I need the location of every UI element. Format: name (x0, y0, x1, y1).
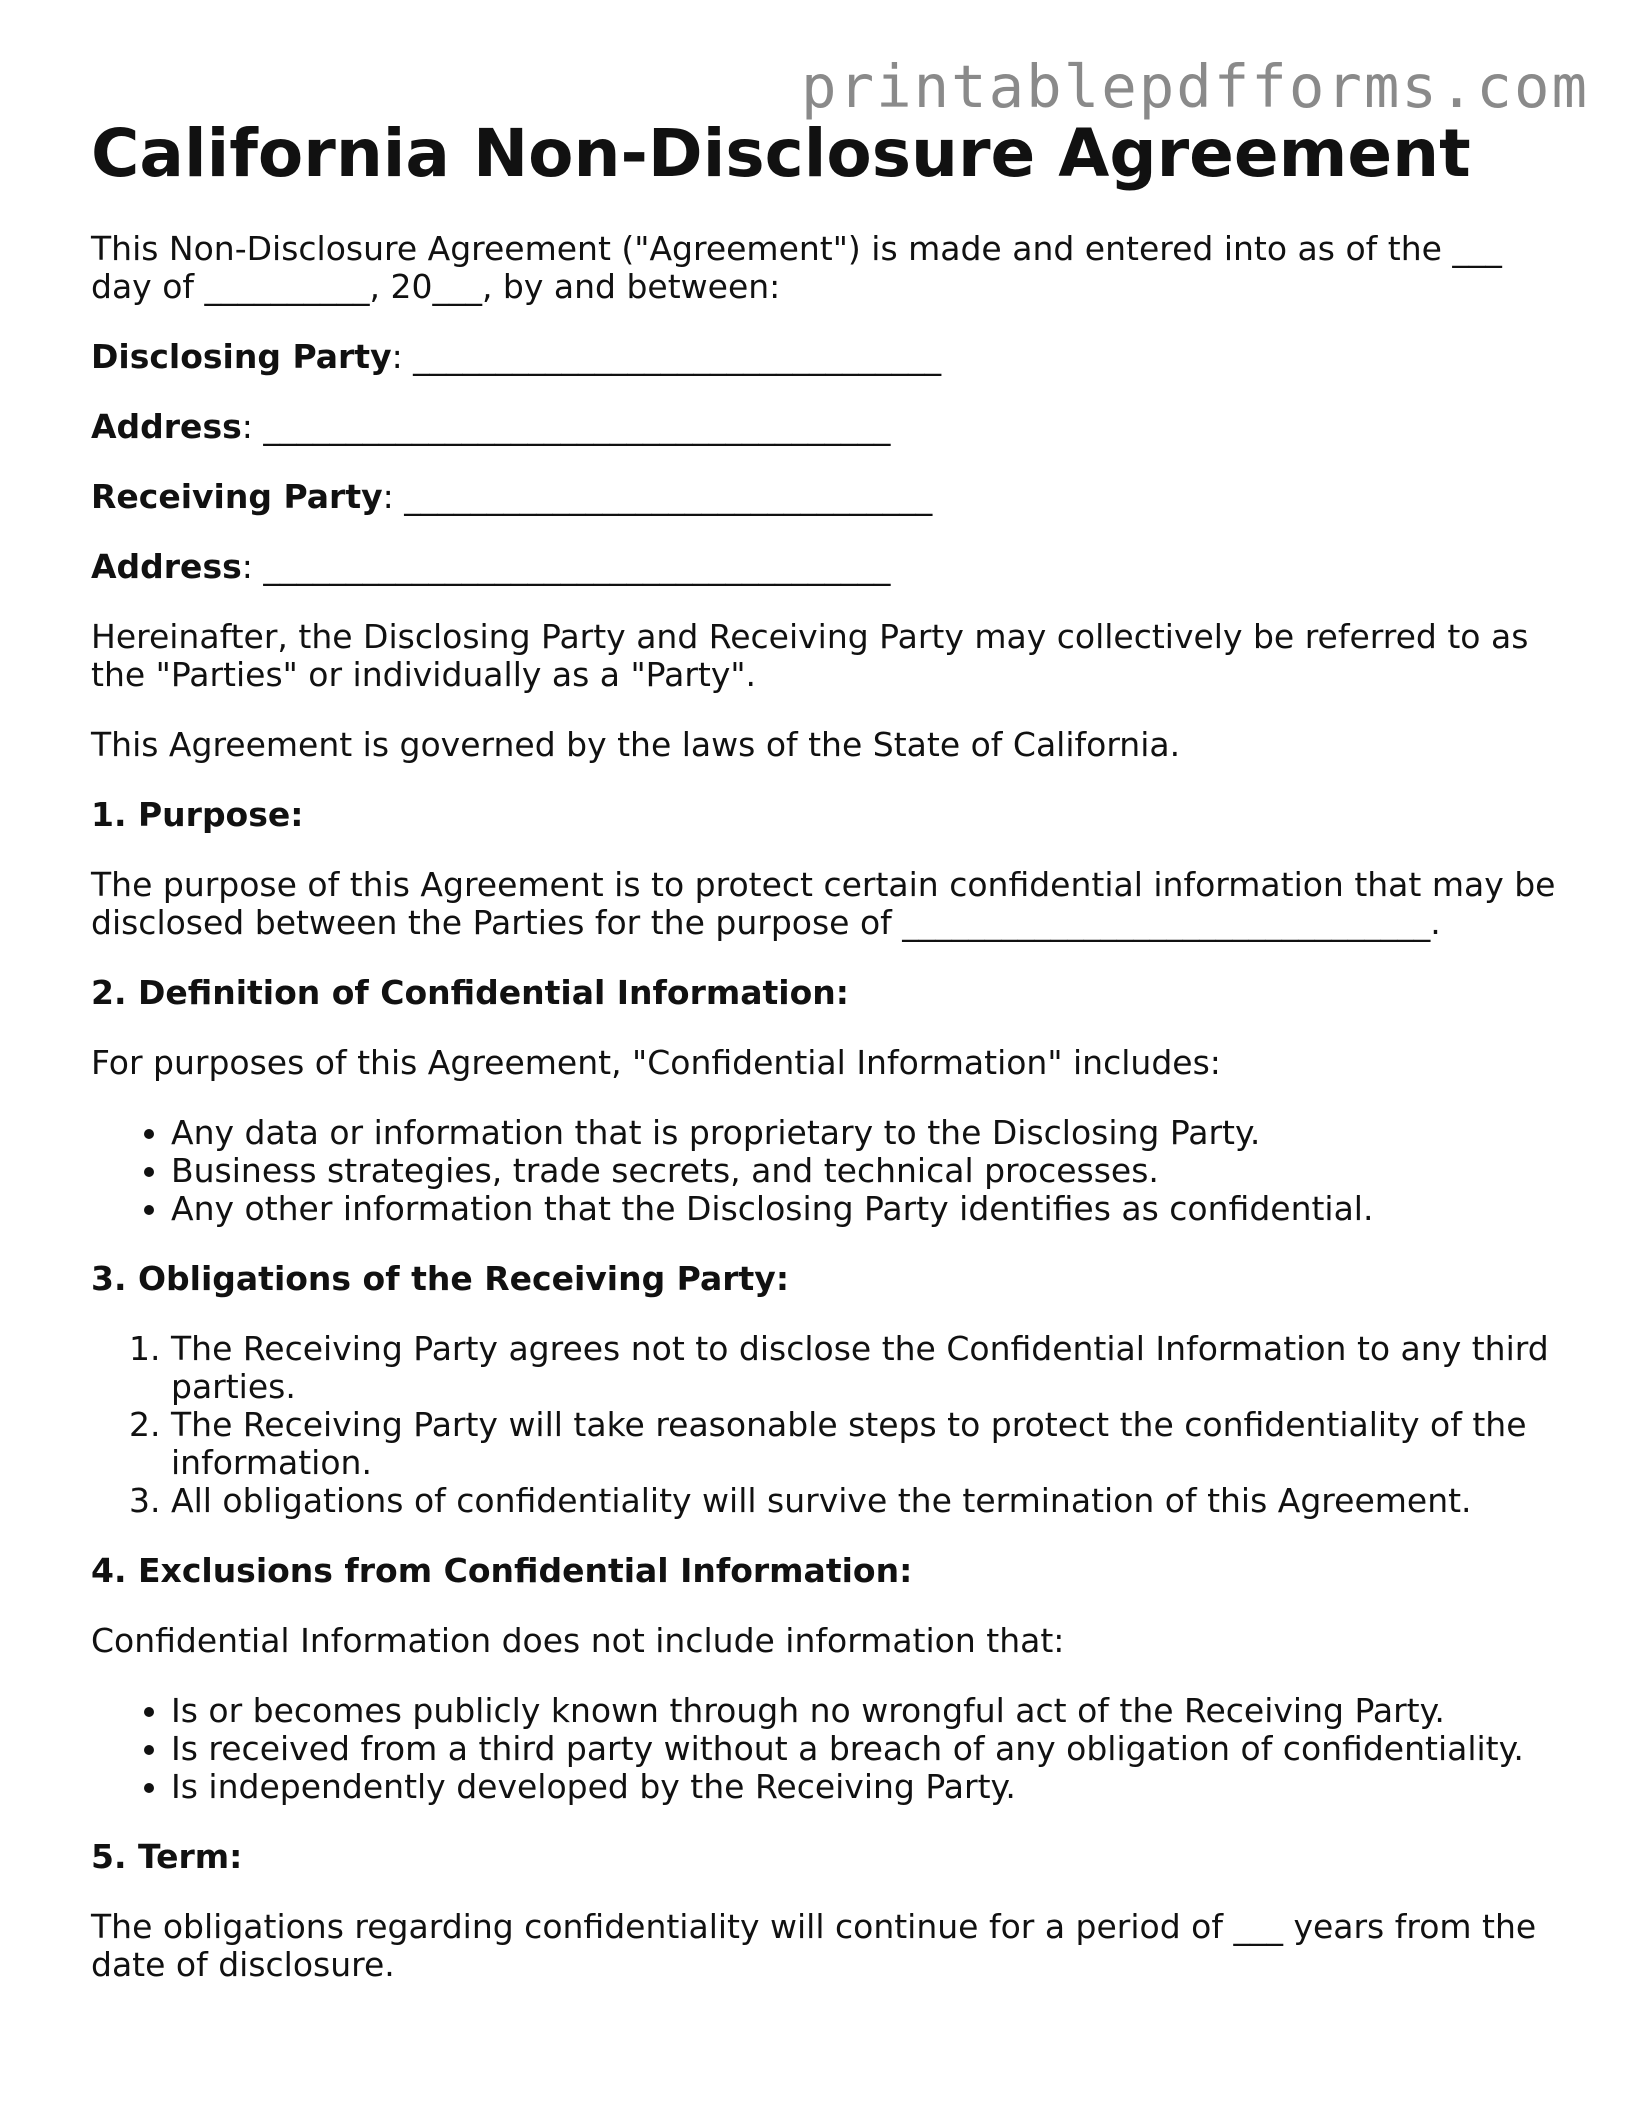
field-label: Receiving Party (91, 477, 383, 516)
list-item: 2. The Receiving Party will take reasonable steps to protect the confidentiality of the information. (171, 1406, 1571, 1482)
field-blank: : ________________________________ (391, 337, 942, 376)
field-label: Address (91, 547, 242, 586)
exclusions-list (91, 1692, 1571, 1806)
document-title: California Non-Disclosure Agreement (91, 115, 1471, 192)
watermark: printablepdfforms.com (801, 52, 1589, 121)
definition-text: For purposes of this Agreement, "Confidential Information" includes: (91, 1043, 1221, 1082)
disclosing-party-field (91, 338, 1571, 376)
field-label: Disclosing Party (91, 337, 392, 376)
list-item: • Is or becomes publicly known through no wrongful act of the Receiving Party. (171, 1692, 1571, 1730)
receiving-address-field (91, 548, 1571, 586)
section-heading-purpose: 1. Purpose: (91, 795, 304, 834)
disclosing-address-field (91, 408, 1571, 446)
obligations-list (91, 1330, 1571, 1520)
parties-note: Hereinafter, the Disclosing Party and Receiving Party may collectively be referred to as the "Parties" or individually as a "Party". (91, 617, 1529, 694)
section-heading-exclusions: 4. Exclusions from Confidential Information: (91, 1551, 913, 1590)
definition-list (91, 1114, 1571, 1228)
list-item: • Is independently developed by the Receiving Party. (171, 1768, 1571, 1806)
list-item: 3. All obligations of confidentiality will survive the termination of this Agreement. (171, 1482, 1571, 1520)
list-item: • Any data or information that is proprietary to the Disclosing Party. (171, 1114, 1571, 1152)
term-text: The obligations regarding confidentiality will continue for a period of ___ years from the date of disclosure. (91, 1907, 1537, 1984)
section-heading-definition: 2. Definition of Confidential Information: (91, 973, 849, 1012)
list-item: • Is received from a third party without a breach of any obligation of confidentiality. (171, 1730, 1571, 1768)
field-blank: : ______________________________________ (241, 547, 891, 586)
list-item: 1. The Receiving Party agrees not to disclose the Confidential Information to any third parties. (171, 1330, 1571, 1406)
list-item: • Any other information that the Disclosing Party identifies as confidential. (171, 1190, 1571, 1228)
document-body (91, 112, 1571, 2016)
section-heading-obligations: 3. Obligations of the Receiving Party: (91, 1259, 790, 1298)
field-label: Address (91, 407, 242, 446)
field-blank: : ______________________________________ (241, 407, 891, 446)
field-blank: : ________________________________ (382, 477, 933, 516)
purpose-text: The purpose of this Agreement is to protect certain confidential information that may be disclosed between the Parties for the purpose of ________________________________. (91, 865, 1556, 942)
governing-law: This Agreement is governed by the laws of the State of California. (91, 725, 1181, 764)
exclusions-text: Confidential Information does not include information that: (91, 1621, 1065, 1660)
intro-paragraph: This Non-Disclosure Agreement ("Agreement") is made and entered into as of the ___ day of __________, 20___, by and between: (91, 229, 1502, 306)
section-heading-term: 5. Term: (91, 1837, 243, 1876)
list-item: • Business strategies, trade secrets, and technical processes. (171, 1152, 1571, 1190)
receiving-party-field (91, 478, 1571, 516)
